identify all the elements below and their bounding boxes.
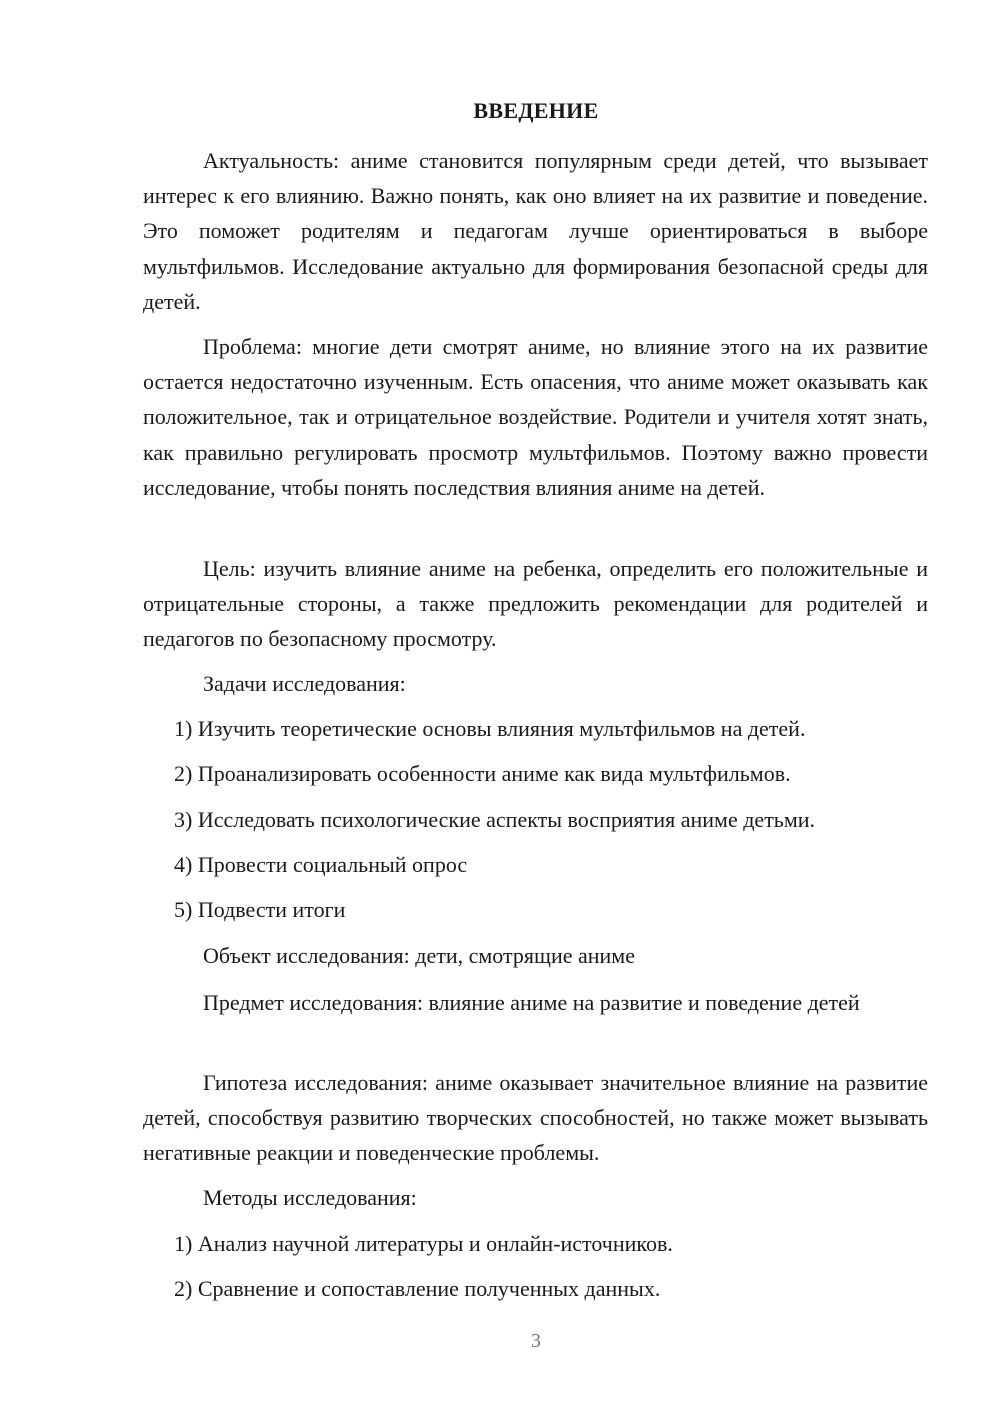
methods-label: Методы исследования:	[203, 1185, 417, 1210]
task-item: 2) Проанализировать особенности аниме как вида мультфильмов.	[174, 761, 791, 786]
section-title: ВВЕДЕНИЕ	[473, 98, 599, 123]
task-item: 5) Подвести итоги	[174, 897, 346, 922]
page-number: 3	[531, 1330, 541, 1352]
task-item: 4) Провести социальный опрос	[174, 852, 468, 877]
task-item: 3) Исследовать психологические аспекты восприятия аниме детьми.	[174, 807, 816, 832]
goal-paragraph: Цель: изучить влияние аниме на ребенка, определить его положительные и отрицательные стороны, а также предложить рекомендации для родителей и педагогов по безопасному просмотру.	[143, 556, 928, 652]
relevance-paragraph: Актуальность: аниме становится популярным среди детей, что вызывает интерес к его влиянию. Важно понять, как оно влияет на их развитие и поведение. Это поможет родителям и педагогам лучше ориентироваться в выборе мультфильмов. Исследование актуально для формирования безопасной среды для детей.	[143, 148, 928, 314]
problem-paragraph: Проблема: многие дети смотрят аниме, но влияние этого на их развитие остается недостаточно изученным. Есть опасения, что аниме может оказывать как положительное, так и отрицательное воздействие. Родители и учителя хотят знать, как правильно регулировать просмотр мультфильмов. Поэтому важно провести исследование, чтобы понять последствия влияния аниме на детей.	[143, 334, 928, 500]
subject-paragraph: Предмет исследования: влияние аниме на развитие и поведение детей	[203, 990, 860, 1015]
tasks-label: Задачи исследования:	[203, 671, 406, 696]
object-line: Объект исследования: дети, смотрящие аниме	[203, 943, 635, 968]
task-item: 1) Изучить теоретические основы влияния мультфильмов на детей.	[174, 716, 806, 741]
hypothesis-paragraph: Гипотеза исследования: аниме оказывает значительное влияние на развитие детей, способствуя развитию творческих способностей, но также может вызывать негативные реакции и поведенческие проблемы.	[143, 1070, 928, 1166]
method-item: 2) Сравнение и сопоставление полученных данных.	[174, 1276, 661, 1301]
method-item: 1) Анализ научной литературы и онлайн-источников.	[174, 1231, 673, 1256]
